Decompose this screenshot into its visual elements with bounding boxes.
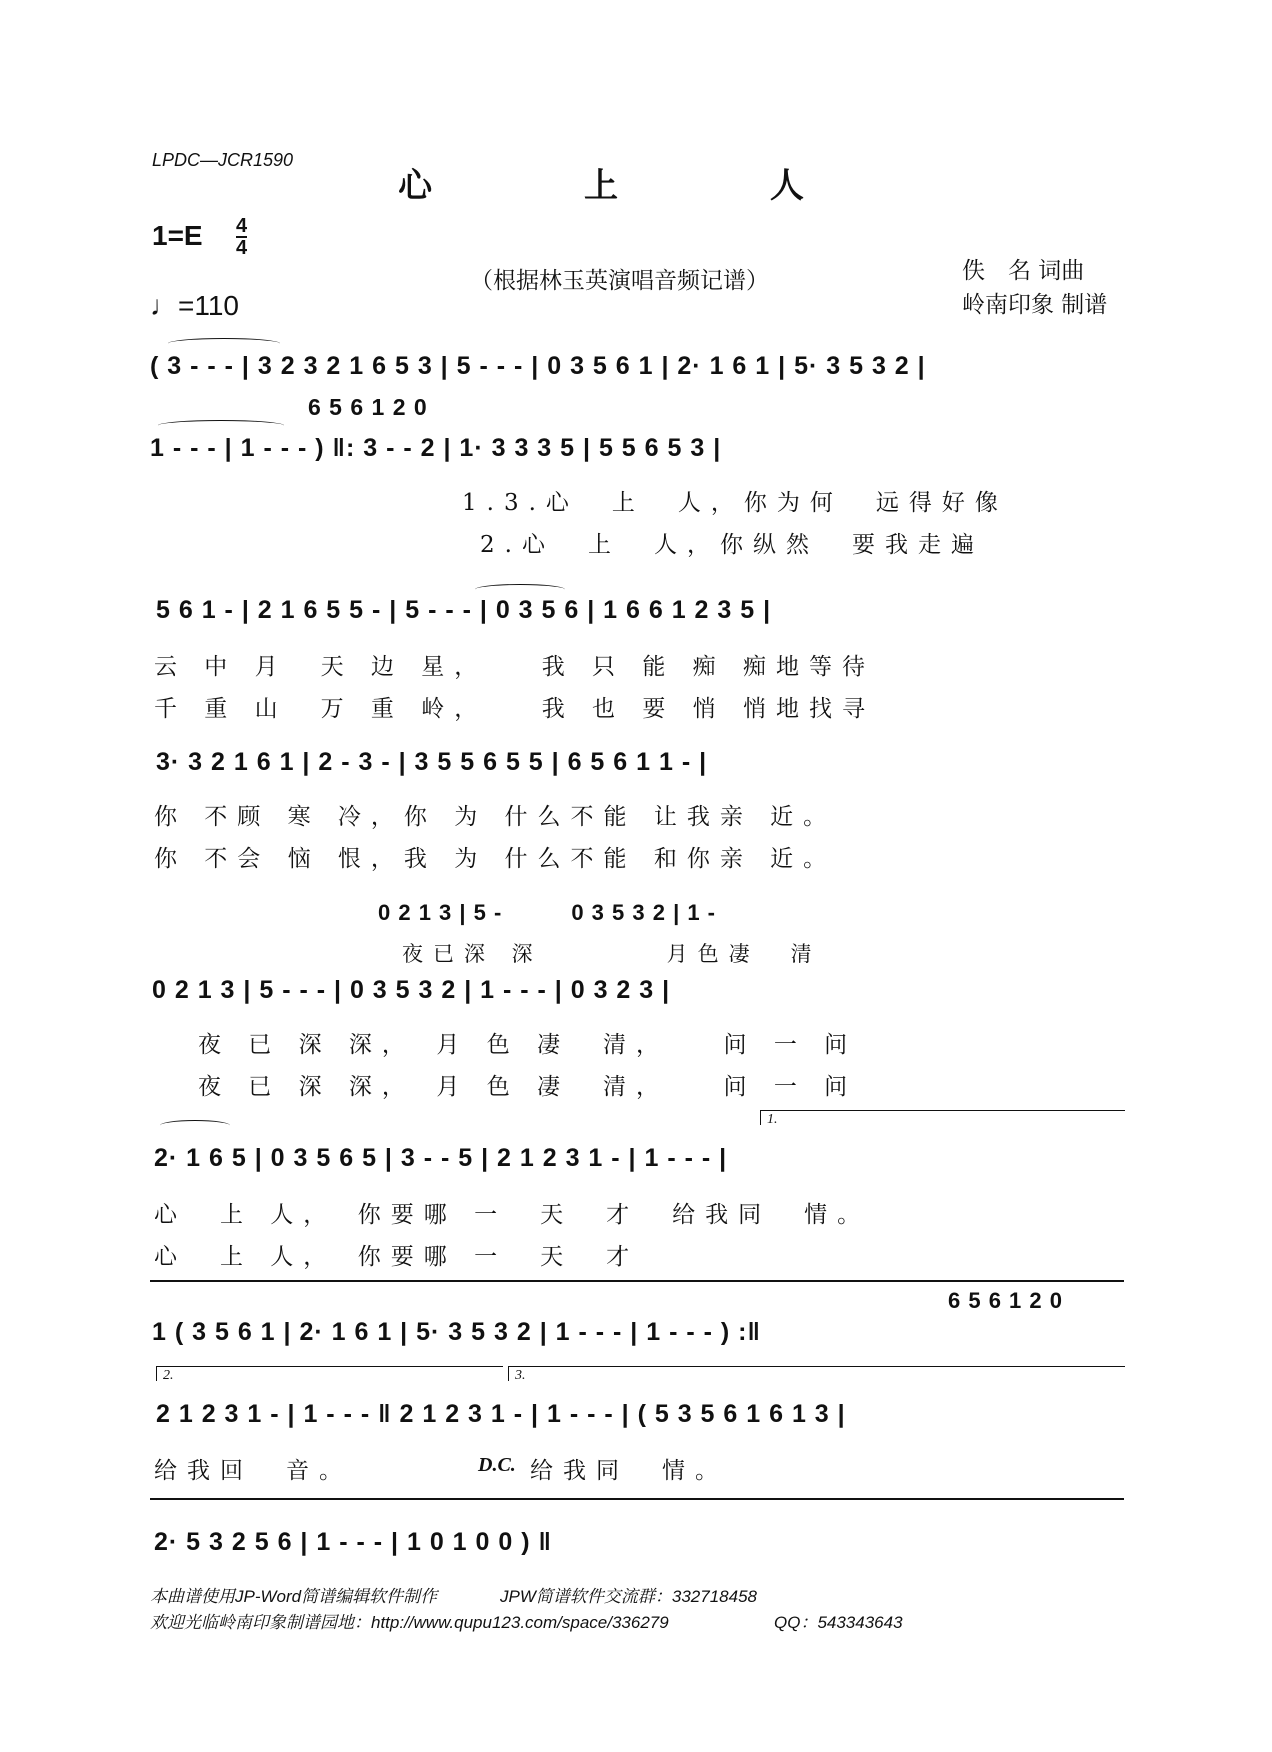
lyric-line-2b: 2.心 上 人，你纵然 要我走遍 bbox=[480, 532, 984, 558]
credit-composer: 佚 名 词曲 bbox=[962, 258, 1085, 284]
slur bbox=[158, 420, 284, 431]
notation-line-3: 5 6 1 - | 2 1 6 5 5 - | 5 - - - | 0 3 5 6 | 1 6 6 1 2 3 5 | bbox=[156, 596, 772, 624]
volta-2 bbox=[156, 1366, 503, 1381]
slur bbox=[168, 338, 280, 349]
volta-3-label: 3. bbox=[515, 1368, 526, 1383]
lyric-line-4a: 你 不顾 寒 冷，你 为 什么不能 让我亲 近。 bbox=[154, 804, 837, 830]
notation-line-1: ( 3 - - - | 3 2 3 2 1 6 5 3 | 5 - - - | 0 3 5 6 1 | 2· 1 6 1 | 5· 3 5 3 2 | bbox=[150, 352, 926, 380]
footer-software: 本曲谱使用JP-Word简谱编辑软件制作 bbox=[150, 1587, 438, 1606]
volta-2-label: 2. bbox=[163, 1368, 174, 1383]
slur bbox=[475, 584, 565, 595]
lyric-line-8: 给我回 音。 bbox=[154, 1458, 352, 1484]
lyric-line-6b: 心 上 人， 你要哪 一 天 才 bbox=[154, 1244, 640, 1270]
notation-line-5: 0 2 1 3 | 5 - - - | 0 3 5 3 2 | 1 - - - | 0 3 2 3 | bbox=[152, 976, 671, 1004]
key-signature: 1=E bbox=[152, 220, 203, 251]
lyric-line-5a: 夜 已 深 深， 月 色 凄 清， 问 一 问 bbox=[198, 1032, 858, 1058]
notation-line-2: 1 - - - | 1 - - - ) ‖: 3 - - 2 | 1· 3 3 3 5 | 5 5 6 5 3 | bbox=[150, 434, 722, 462]
volta-3 bbox=[508, 1366, 1125, 1381]
catalog-code: LPDC—JCR1590 bbox=[152, 150, 294, 170]
lyric-line-3b: 千 重 山 万 重 岭， 我 也 要 悄 悄地找寻 bbox=[154, 696, 875, 722]
notation-line-4: 3· 3 2 1 6 1 | 2 - 3 - | 3 5 5 6 5 5 | 6 5 6 1 1 - | bbox=[156, 748, 708, 776]
notation-line-8: 2 1 2 3 1 - | 1 - - - ‖ 2 1 2 3 1 - | 1 - - - | ( 5 3 5 6 1 6 1 3 | bbox=[156, 1400, 846, 1428]
notation-line-5-upper: 0 2 1 3 | 5 - 0 3 5 3 2 | 1 - bbox=[378, 900, 717, 925]
time-signature-bottom: 4 bbox=[236, 237, 248, 259]
notation-line-9: 2· 5 3 2 5 6 | 1 - - - | 1 0 1 0 0 ) ‖ bbox=[154, 1528, 552, 1556]
notation-line-6: 2· 1 6 5 | 0 3 5 6 5 | 3 - - 5 | 2 1 2 3 1 - | 1 - - - | bbox=[154, 1144, 728, 1172]
notation-line-2-upper: 6 5 6 1 2 0 bbox=[308, 394, 428, 420]
system-rule bbox=[150, 1280, 1124, 1282]
lyric-line-5b: 夜 已 深 深， 月 色 凄 清， 问 一 问 bbox=[198, 1074, 858, 1100]
lyric-line-2a: 1.3.心 上 人，你为何 远得好像 bbox=[462, 490, 1008, 516]
notation-line-7: 1 ( 3 5 6 1 | 2· 1 6 1 | 5· 3 5 3 2 | 1 - - - | 1 - - - ) :‖ bbox=[152, 1318, 761, 1346]
time-signature bbox=[236, 216, 247, 258]
dc-lyric: 给我同 情。 bbox=[530, 1458, 728, 1484]
dc-marking: D.C. bbox=[478, 1454, 516, 1476]
lyric-line-6a: 心 上 人， 你要哪 一 天 才 给我同 情。 bbox=[154, 1202, 871, 1228]
system-rule bbox=[150, 1498, 1124, 1500]
time-signature-top: 4 bbox=[236, 215, 248, 237]
tempo-marking: ♩=110 bbox=[150, 290, 239, 321]
footer-qq: QQ：543343643 bbox=[774, 1613, 903, 1632]
volta-1-label: 1. bbox=[767, 1112, 778, 1127]
lyric-line-5-upper: 夜已深 深 月色凄 清 bbox=[402, 942, 822, 966]
lyric-line-3a: 云 中 月 天 边 星， 我 只 能 痴 痴地等待 bbox=[154, 654, 875, 680]
subtitle: （根据林玉英演唱音频记谱） bbox=[470, 268, 769, 294]
notation-line-7-upper: 6 5 6 1 2 0 bbox=[948, 1288, 1063, 1313]
footer-group: JPW简谱软件交流群：332718458 bbox=[500, 1587, 757, 1606]
slur bbox=[160, 1120, 230, 1131]
credit-notation: 岭南印象 制谱 bbox=[962, 292, 1108, 318]
lyric-line-4b: 你 不会 恼 恨，我 为 什么不能 和你亲 近。 bbox=[154, 846, 837, 872]
footer-welcome: 欢迎光临岭南印象制谱园地：http://www.qupu123.com/space/336279 bbox=[150, 1613, 669, 1632]
volta-1 bbox=[760, 1110, 1125, 1125]
song-title: 心 上 人 bbox=[398, 166, 874, 206]
